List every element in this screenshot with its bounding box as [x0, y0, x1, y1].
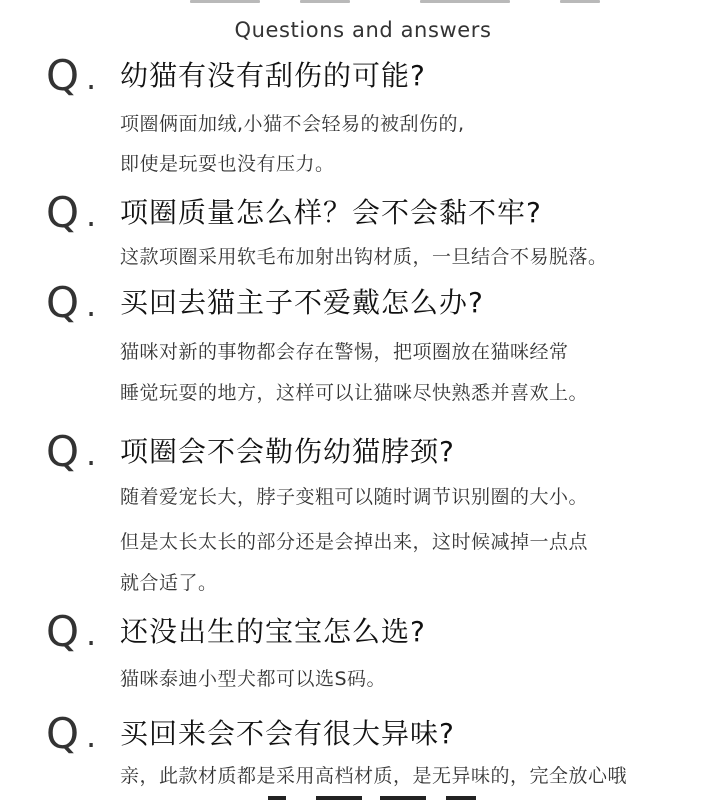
q-dot: . [86, 435, 97, 473]
q-dot: . [86, 717, 97, 755]
answer-line: 猫咪泰迪小型犬都可以选S码。 [120, 668, 387, 690]
answer-line: 即使是玩耍也没有压力。 [120, 153, 335, 175]
q-mark: Q [46, 51, 81, 100]
question-text: 还没出生的宝宝怎么选? [120, 615, 426, 648]
q-mark: Q [46, 709, 81, 758]
question-text: 幼猫有没有刮伤的可能? [120, 59, 426, 92]
q-mark: Q [46, 278, 81, 327]
answer-line: 项圈俩面加绒,小猫不会轻易的被刮伤的, [120, 113, 465, 135]
answer-line: 亲，此款材质都是采用高档材质，是无异味的，完全放心哦 [120, 765, 628, 787]
answer-line: 随着爱宠长大，脖子变粗可以随时调节识别圈的大小。 [120, 486, 589, 508]
q-dot: . [86, 196, 97, 234]
question-text: 买回去猫主子不爱戴怎么办? [120, 286, 484, 319]
bottom-decoration [0, 794, 726, 800]
q-dot: . [86, 615, 97, 653]
answer-line: 睡觉玩耍的地方，这样可以让猫咪尽快熟悉并喜欢上。 [120, 382, 589, 404]
q-mark: Q [46, 427, 81, 476]
q-mark: Q [46, 188, 81, 237]
q-dot: . [86, 59, 97, 97]
answer-line: 就合适了。 [120, 572, 218, 594]
q-dot: . [86, 286, 97, 324]
question-text: 项圈质量怎么样？会不会黏不牢? [120, 196, 542, 229]
q-mark: Q [46, 607, 81, 656]
answer-line: 这款项圈采用软毛布加射出钩材质，一旦结合不易脱落。 [120, 246, 608, 268]
section-title: Questions and answers [234, 18, 492, 42]
answer-line: 但是太长太长的部分还是会掉出来，这时候减掉一点点 [120, 531, 589, 553]
top-decoration [0, 0, 726, 4]
answer-line: 猫咪对新的事物都会存在警惕，把项圈放在猫咪经常 [120, 341, 569, 363]
question-text: 买回来会不会有很大异味? [120, 717, 455, 750]
question-text: 项圈会不会勒伤幼猫脖颈? [120, 435, 455, 468]
